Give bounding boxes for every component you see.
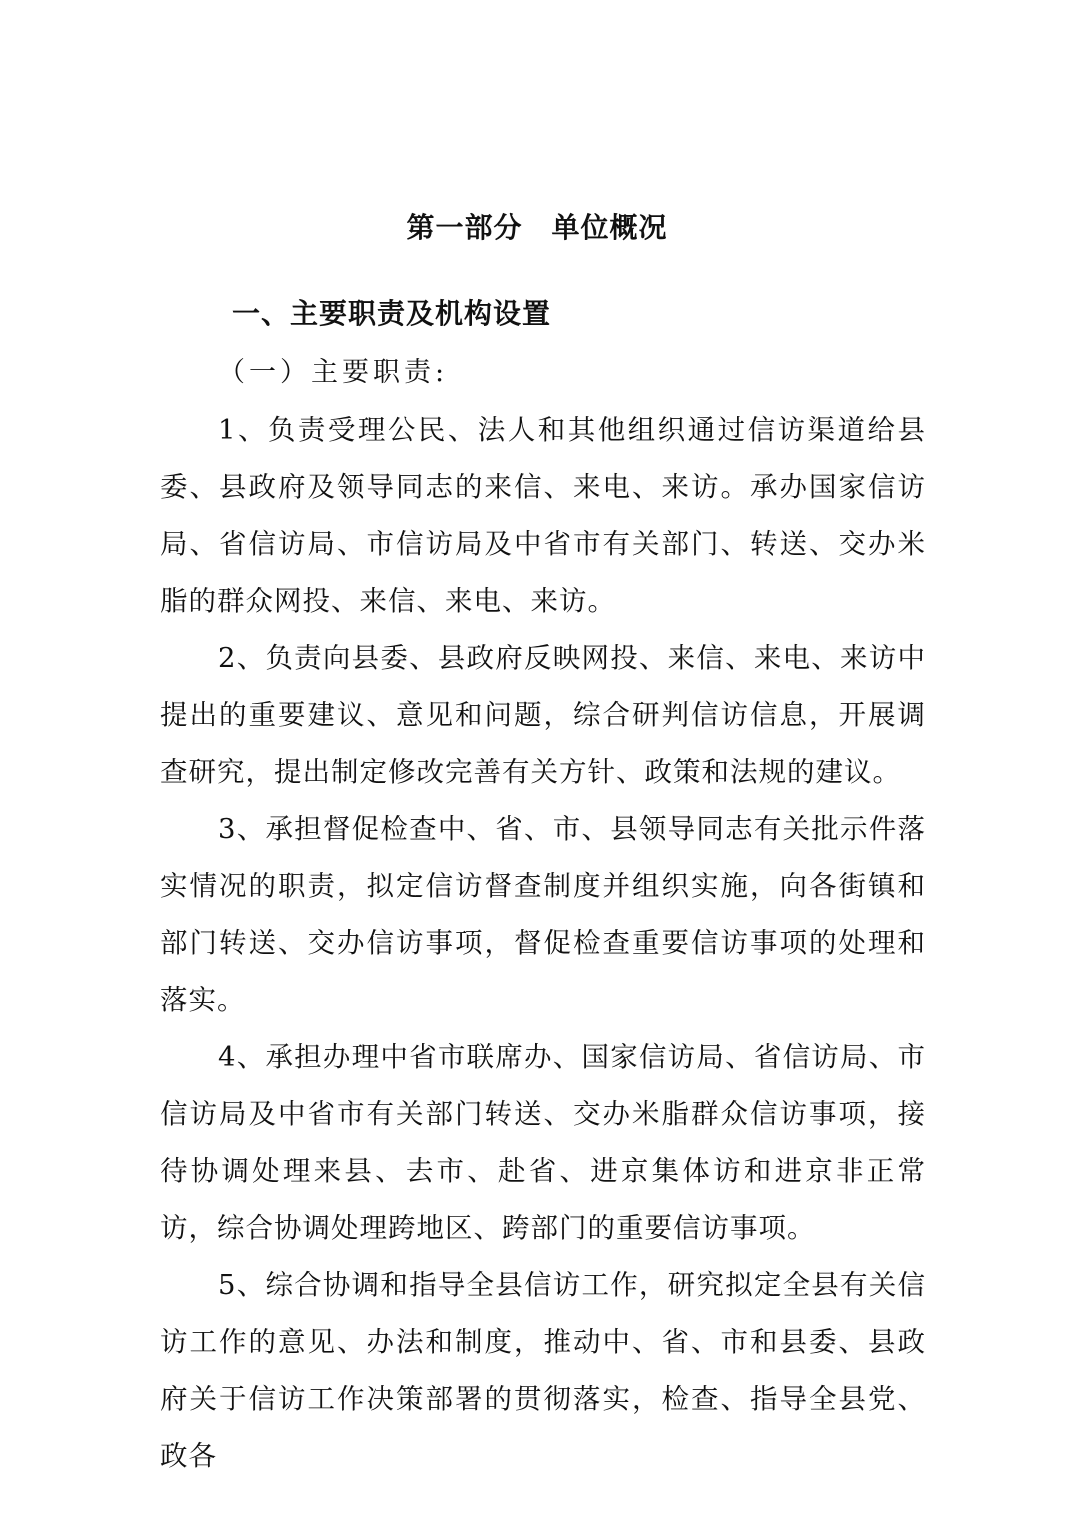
paragraph-4: 4、承担办理中省市联席办、国家信访局、省信访局、市信访局及中省市有关部门转送、交办米脂群众信访事项，接待协调处理来县、去市、赴省、进京集体访和进京非正常访，综合协调处理跨地区、跨部门的重要信访事项。 (160, 1041, 926, 1244)
paragraph-2: 2、负责向县委、县政府反映网投、来信、来电、来访中提出的重要建议、意见和问题，综合研判信访信息，开展调查研究，提出制定修改完善有关方针、政策和法规的建议。 (160, 642, 926, 788)
paragraph-3: 3、承担督促检查中、省、市、县领导同志有关批示件落实情况的职责，拟定信访督查制度并组织实施，向各街镇和部门转送、交办信访事项，督促检查重要信访事项的处理和落实。 (160, 813, 926, 1016)
sub-heading: （一）主要职责: (218, 357, 449, 388)
part-title: 第一部分 单位概况 (406, 211, 668, 244)
paragraph-1: 1、负责受理公民、法人和其他组织通过信访渠道给县委、县政府及领导同志的来信、来电、来访。承办国家信访局、省信访局、市信访局及中省市有关部门、转送、交办米脂的群众网投、来信、来电、来访。 (160, 414, 926, 617)
section-heading: 一、主要职责及机构设置 (232, 297, 552, 330)
paragraph-5: 5、综合协调和指导全县信访工作，研究拟定全县有关信访工作的意见、办法和制度，推动中、省、市和县委、县政府关于信访工作决策部署的贯彻落实，检查、指导全县党、政各 (160, 1269, 926, 1472)
body-text (160, 402, 926, 1485)
